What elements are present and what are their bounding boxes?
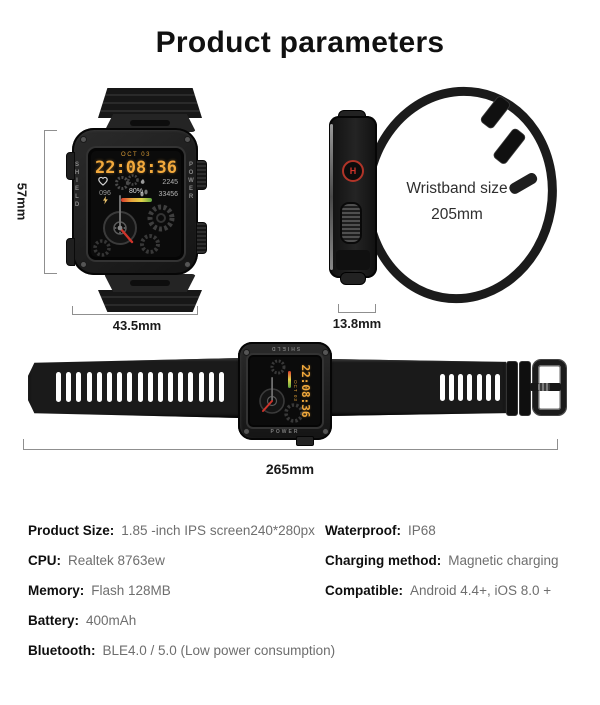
spec-label: Battery: (28, 613, 80, 628)
spec-label: Bluetooth: (28, 643, 96, 658)
strap-hole (117, 372, 122, 402)
speaker-grille (340, 202, 362, 244)
spec-cpu (28, 552, 328, 571)
spec-value: Flash 128MB (91, 583, 171, 598)
spec-value: Realtek 8763ew (68, 553, 165, 568)
lightning-icon (103, 196, 108, 204)
flat-bezel-power: POWER (270, 429, 300, 435)
bezel-label-shield: SHIELD (74, 162, 80, 210)
thickness-dimension-label: 13.8mm (332, 316, 382, 331)
dimension-line (23, 449, 558, 450)
spec-compatible (325, 582, 600, 601)
spec-waterproof (325, 522, 600, 541)
strap-hole (495, 374, 500, 401)
strap-hole (209, 372, 214, 402)
band-keeper (492, 128, 526, 166)
spec-memory (28, 582, 328, 601)
flat-screen-date: OCT 03 (293, 380, 298, 402)
case-edge-highlight (330, 124, 333, 270)
side-lower-segment (336, 250, 370, 270)
spec-value: 1.85 -inch IPS screen240*280px (121, 523, 315, 538)
flat-screen-time: 22:08:36 (299, 364, 312, 418)
battery-bar (288, 371, 291, 388)
spec-battery (28, 612, 328, 631)
case-screw (184, 261, 191, 268)
case-screw (243, 428, 250, 435)
spec-value: IP68 (408, 523, 436, 538)
spec-label: Product Size: (28, 523, 115, 538)
gear-icon (150, 207, 172, 229)
dimension-line (338, 312, 376, 313)
dimension-tick (375, 304, 376, 312)
dimension-tick (44, 130, 57, 131)
dimension-tick (557, 439, 558, 449)
strap-hole (440, 374, 445, 401)
side-button (196, 222, 207, 254)
strap-hole (148, 372, 153, 402)
strap-hole (449, 374, 454, 401)
spec-label: Waterproof: (325, 523, 401, 538)
strap-hole (219, 372, 224, 402)
heart-rate-value: 096 (99, 190, 111, 197)
case-screw (80, 136, 87, 143)
dimension-tick (72, 306, 73, 314)
dimension-line (72, 314, 198, 315)
dimension-line (44, 130, 45, 274)
strap-hole (477, 374, 482, 401)
spec-value: Magnetic charging (448, 553, 559, 568)
strap-hole (107, 372, 112, 402)
wristband-size-line1: Wristband size (406, 180, 508, 197)
dimension-tick (338, 304, 339, 312)
steps-value: 33456 (158, 191, 178, 198)
calories-value: 2245 (162, 179, 178, 186)
watch-strap-bottom (98, 290, 202, 312)
spec-value: 400mAh (86, 613, 137, 628)
spec-label: Memory: (28, 583, 85, 598)
spec-label: Charging method: (325, 553, 442, 568)
spec-label: CPU: (28, 553, 61, 568)
strap-keeper (506, 361, 518, 416)
strap-hole (56, 372, 61, 402)
heart-icon (99, 177, 107, 185)
side-lug-bottom (340, 272, 366, 285)
gear-icon (272, 361, 284, 373)
strap-hole (97, 372, 102, 402)
spec-value: BLE4.0 / 5.0 (Low power consumption) (102, 643, 336, 658)
bezel-label-power: POWER (188, 162, 194, 202)
case-screw (184, 136, 191, 143)
case-screw (80, 261, 87, 268)
spec-bluetooth (28, 642, 336, 661)
spec-list-right (325, 522, 600, 612)
strap-holes-left (56, 372, 224, 402)
strap-hole (486, 374, 491, 401)
spec-charging (325, 552, 600, 571)
spec-value: Android 4.4+, iOS 8.0 + (410, 583, 552, 598)
page-title: Product parameters (155, 26, 445, 59)
flat-screen-content (248, 355, 322, 427)
strap-hole (158, 372, 163, 402)
wristband-size-note (382, 176, 532, 229)
wristband-size-line2: 205mm (431, 206, 483, 224)
dimension-tick (44, 273, 57, 274)
case-screw (322, 428, 329, 435)
width-dimension-label: 43.5mm (112, 318, 162, 333)
watch-screen-content (88, 148, 184, 260)
gear-icon (95, 241, 109, 255)
strap-hole (66, 372, 71, 402)
strap-hole (458, 374, 463, 401)
strap-hole (76, 372, 81, 402)
battery-percent: 80% (128, 188, 143, 195)
case-screw (322, 349, 329, 356)
band-keeper (480, 95, 512, 129)
case-screw (243, 349, 250, 356)
watch-strap-top (98, 88, 202, 118)
strap-holes-right (440, 374, 500, 401)
spec-label: Compatible: (325, 583, 404, 598)
strap-hole (138, 372, 143, 402)
height-dimension-label: 57mm (14, 182, 30, 221)
gear-icon (117, 178, 128, 189)
buckle-prong-grip (538, 383, 550, 391)
dimension-tick (23, 439, 24, 449)
battery-bar (121, 198, 152, 202)
strap-hole (127, 372, 132, 402)
spec-list-left (28, 522, 336, 672)
strap-hole (467, 374, 472, 401)
crown-button (196, 160, 207, 190)
minute-needle (271, 377, 273, 401)
strap-hole (168, 372, 173, 402)
strap-hole (178, 372, 183, 402)
strap-hole (188, 372, 193, 402)
strap-hole (199, 372, 204, 402)
dimension-tick (197, 306, 198, 314)
crown-h-button: H (342, 160, 364, 182)
spec-product-size (28, 522, 328, 541)
gear-hub (157, 214, 165, 222)
strap-slot-bottom (130, 280, 170, 286)
flat-bezel-shield: SHIELD (269, 345, 301, 351)
length-dimension-label: 265mm (265, 461, 315, 477)
flat-crown-button (296, 436, 314, 446)
screen-time: 22:08:36 (95, 158, 177, 178)
gear-icon (142, 236, 158, 252)
strap-hole (87, 372, 92, 402)
screen-date: OCT 03 (121, 152, 151, 158)
strap-slot-top (130, 120, 170, 126)
